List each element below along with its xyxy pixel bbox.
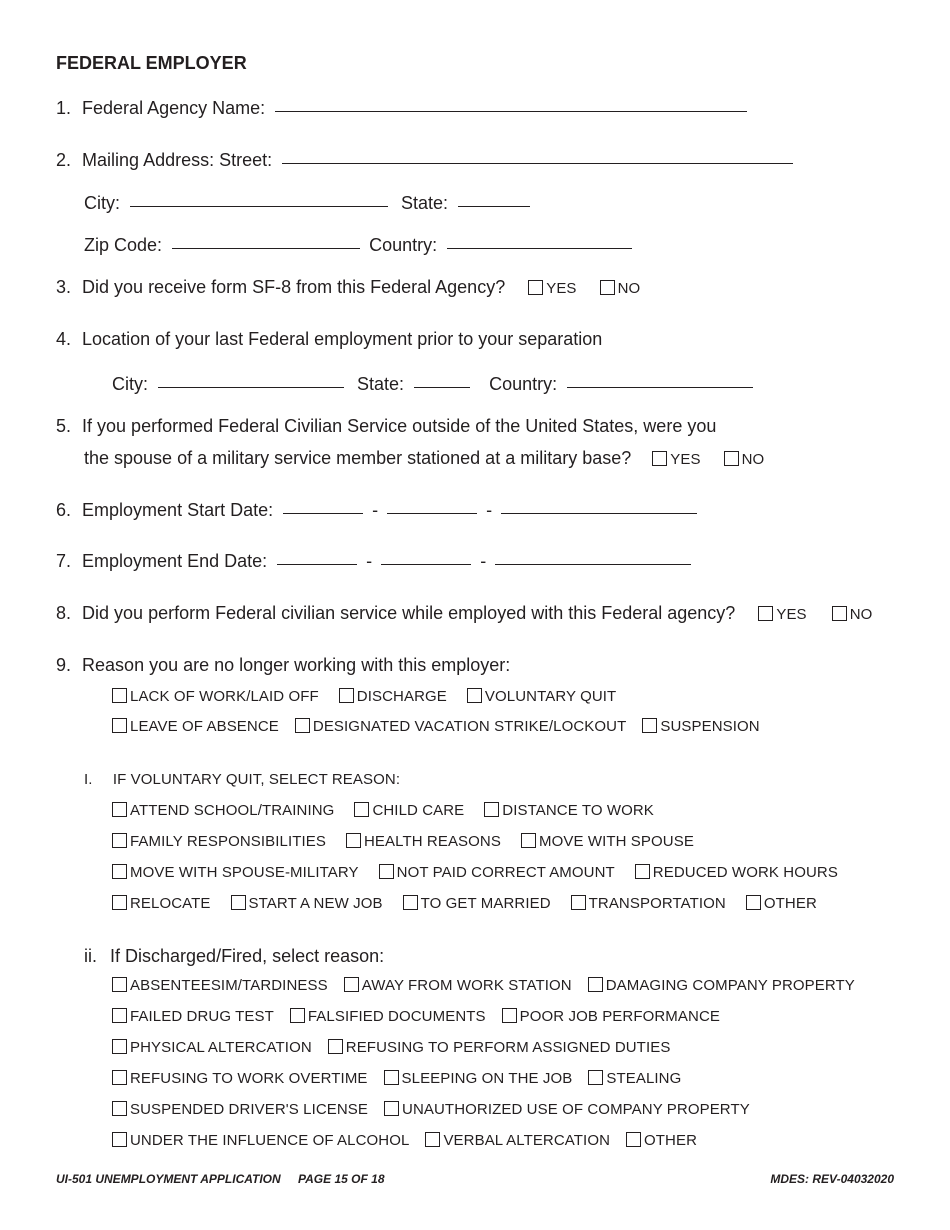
option-label: REFUSING TO PERFORM ASSIGNED DUTIES [345, 1039, 671, 1056]
checkbox[interactable] [346, 833, 361, 848]
option-health-reasons[interactable] [346, 833, 501, 850]
quit-reason-row [112, 864, 838, 881]
agency-name-field[interactable] [275, 111, 747, 112]
option-move-with-spouse[interactable] [521, 833, 694, 850]
option-label: HEALTH REASONS [363, 833, 501, 850]
option-label: SLEEPING ON THE JOB [401, 1070, 573, 1087]
option-family-responsibilities[interactable] [112, 833, 326, 850]
option-label: ABSENTEESIM/TARDINESS [130, 977, 328, 994]
location-state-field[interactable] [414, 387, 470, 388]
option-start-a-new-job[interactable] [231, 895, 383, 912]
option-relocate[interactable] [112, 895, 211, 912]
option-to-get-married[interactable] [403, 895, 551, 912]
zip-country-row [84, 235, 632, 256]
checkbox[interactable] [384, 1101, 399, 1116]
discharge-reason-row [112, 1008, 720, 1025]
state-field[interactable] [458, 206, 530, 207]
country-label: Country: [369, 235, 438, 255]
revision-code: MDES: REV-04032020 [770, 1172, 894, 1186]
separation-reason-label: Reason you are no longer working with this employer: [82, 655, 511, 675]
question-5 [56, 416, 716, 437]
option-label: SUSPENDED DRIVER'S LICENSE [130, 1101, 369, 1118]
option-label: POOR JOB PERFORMANCE [519, 1008, 720, 1025]
checkbox[interactable] [295, 718, 310, 733]
option-label: LACK OF WORK/LAID OFF [130, 688, 319, 705]
checkbox[interactable] [112, 864, 127, 879]
checkbox[interactable] [112, 833, 127, 848]
option-voluntary-quit[interactable] [467, 688, 616, 705]
option-label: FALSIFIED DOCUMENTS [307, 1008, 486, 1025]
country-field[interactable] [447, 248, 632, 249]
street-field[interactable] [282, 163, 793, 164]
end-year-field[interactable] [495, 564, 691, 565]
discharged-heading [84, 946, 384, 967]
country-label: Country: [489, 374, 558, 394]
question-number: 6. [56, 500, 72, 520]
question-number: 9. [56, 655, 72, 675]
checkbox[interactable] [112, 718, 127, 733]
option-label: MOVE WITH SPOUSE-MILITARY [130, 864, 359, 881]
checkbox[interactable] [112, 1039, 127, 1054]
checkbox[interactable] [600, 280, 615, 295]
end-month-field[interactable] [277, 564, 357, 565]
option-other[interactable] [626, 1132, 697, 1149]
quit-reason-row [112, 833, 694, 850]
option-label: ATTEND SCHOOL/TRAINING [130, 802, 335, 819]
question-7 [56, 551, 691, 572]
discharge-reason-row [112, 1101, 750, 1118]
end-day-field[interactable] [381, 564, 471, 565]
checkbox[interactable] [724, 451, 739, 466]
option-label: DESIGNATED VACATION STRIKE/LOCKOUT [312, 718, 627, 735]
option-label: REFUSING TO WORK OVERTIME [130, 1070, 368, 1087]
street-label: Mailing Address: Street: [82, 150, 273, 170]
start-month-field[interactable] [283, 513, 363, 514]
option-suspension[interactable] [642, 718, 759, 735]
option-away-from-work-station[interactable] [344, 977, 572, 994]
checkbox[interactable] [112, 895, 127, 910]
checkbox[interactable] [626, 1132, 641, 1147]
option-refusing-to-perform-assigned-duties[interactable] [328, 1039, 671, 1056]
checkbox[interactable] [528, 280, 543, 295]
checkbox[interactable] [832, 606, 847, 621]
option-absenteesim-tardiness[interactable] [112, 977, 328, 994]
option-under-the-influence-of-alcohol[interactable] [112, 1132, 409, 1149]
checkbox[interactable] [379, 864, 394, 879]
start-year-field[interactable] [501, 513, 697, 514]
option-label: VOLUNTARY QUIT [484, 688, 617, 705]
question-3 [56, 277, 640, 298]
quit-reason-row [112, 895, 817, 912]
checkbox[interactable] [339, 688, 354, 703]
checkbox[interactable] [384, 1070, 399, 1085]
option-failed-drug-test[interactable] [112, 1008, 274, 1025]
zip-field[interactable] [172, 248, 360, 249]
checkbox[interactable] [502, 1008, 517, 1023]
option-other[interactable] [746, 895, 817, 912]
question-number: 7. [56, 551, 72, 571]
location-city-field[interactable] [158, 387, 344, 388]
option-sleeping-on-the-job[interactable] [384, 1070, 573, 1087]
city-label: City: [84, 193, 120, 213]
civilian-no-option[interactable]: NO [832, 606, 873, 623]
reason-row-1 [112, 688, 616, 705]
location-row [112, 374, 753, 395]
sub-number: I. [84, 771, 93, 788]
question-8 [56, 603, 872, 624]
question-number: 2. [56, 150, 72, 170]
date-separator: - [480, 551, 487, 571]
spouse-no-option[interactable]: NO [724, 451, 765, 468]
checkbox[interactable] [231, 895, 246, 910]
quit-reason-row [112, 802, 654, 819]
reason-row-2 [112, 718, 760, 735]
option-label: REDUCED WORK HOURS [652, 864, 838, 881]
option-distance-to-work[interactable] [484, 802, 654, 819]
location-country-field[interactable] [567, 387, 753, 388]
civilian-service-question: Did you perform Federal civilian service while employed with this Federal agency? [82, 603, 736, 623]
discharge-reason-row [112, 977, 855, 994]
checkbox[interactable] [652, 451, 667, 466]
option-label: UNDER THE INFLUENCE OF ALCOHOL [130, 1132, 410, 1149]
date-separator: - [486, 500, 493, 520]
start-date-label: Employment Start Date: [82, 500, 274, 520]
question-2 [56, 150, 793, 171]
option-label: NOT PAID CORRECT AMOUNT [396, 864, 615, 881]
checkbox[interactable] [571, 895, 586, 910]
option-label: FAMILY RESPONSIBILITIES [130, 833, 326, 850]
state-label: State: [401, 193, 449, 213]
zip-label: Zip Code: [84, 235, 163, 255]
option-label: TRANSPORTATION [588, 895, 726, 912]
checkbox[interactable] [112, 1008, 127, 1023]
checkbox[interactable] [112, 1070, 127, 1085]
option-label: OTHER [763, 895, 817, 912]
city-state-row [84, 193, 530, 214]
checkbox[interactable] [746, 895, 761, 910]
question-9 [56, 655, 510, 676]
option-unauthorized-use-of-company-property[interactable] [384, 1101, 750, 1118]
checkbox[interactable] [290, 1008, 305, 1023]
checkbox[interactable] [112, 1132, 127, 1147]
option-label: UNAUTHORIZED USE OF COMPANY PROPERTY [402, 1101, 750, 1118]
civilian-yes-option[interactable]: YES [758, 606, 806, 623]
option-stealing[interactable] [588, 1070, 681, 1087]
option-label: AWAY FROM WORK STATION [361, 977, 572, 994]
checkbox[interactable] [112, 802, 127, 817]
option-damaging-company-property[interactable] [588, 977, 855, 994]
checkbox[interactable] [635, 864, 650, 879]
option-leave-of-absence[interactable] [112, 718, 279, 735]
checkbox[interactable] [467, 688, 482, 703]
page-number: PAGE 15 OF 18 [298, 1172, 385, 1186]
option-transportation[interactable] [571, 895, 726, 912]
option-refusing-to-work-overtime[interactable] [112, 1070, 368, 1087]
checkbox[interactable] [521, 833, 536, 848]
option-label: CHILD CARE [372, 802, 465, 819]
voluntary-quit-label: IF VOLUNTARY QUIT, SELECT REASON: [112, 771, 401, 788]
question-6 [56, 500, 697, 521]
option-poor-job-performance[interactable] [502, 1008, 720, 1025]
location-label: Location of your last Federal employment prior to your separation [82, 329, 603, 349]
option-move-with-spouse-military[interactable] [112, 864, 359, 881]
footer-left [56, 1172, 385, 1186]
checkbox[interactable] [588, 1070, 603, 1085]
checkbox[interactable] [758, 606, 773, 621]
city-field[interactable] [130, 206, 388, 207]
option-label: PHYSICAL ALTERCATION [130, 1039, 312, 1056]
question-5-line2 [84, 448, 764, 469]
option-label: OTHER [644, 1132, 698, 1149]
option-label: STEALING [606, 1070, 682, 1087]
option-label: LEAVE OF ABSENCE [130, 718, 279, 735]
question-number: 4. [56, 329, 72, 349]
checkbox[interactable] [588, 977, 603, 992]
question-1 [56, 98, 747, 119]
question-number: 3. [56, 277, 72, 297]
question-number: 5. [56, 416, 72, 436]
question-number: 1. [56, 98, 72, 118]
form-title: UI-501 UNEMPLOYMENT APPLICATION [56, 1172, 281, 1186]
option-lack-of-work-laid-off[interactable] [112, 688, 319, 705]
sf8-no-option[interactable]: NO [600, 280, 641, 297]
option-label: FAILED DRUG TEST [130, 1008, 274, 1025]
city-label: City: [112, 374, 148, 394]
checkbox[interactable] [403, 895, 418, 910]
checkbox[interactable] [484, 802, 499, 817]
date-separator: - [366, 551, 373, 571]
option-label: TO GET MARRIED [420, 895, 551, 912]
option-label: DISCHARGE [356, 688, 447, 705]
option-label: MOVE WITH SPOUSE [538, 833, 694, 850]
option-reduced-work-hours[interactable] [635, 864, 838, 881]
section-heading: FEDERAL EMPLOYER [56, 53, 247, 73]
question-4 [56, 329, 602, 350]
checkbox[interactable] [425, 1132, 440, 1147]
option-physical-altercation[interactable] [112, 1039, 312, 1056]
option-label: SUSPENSION [660, 718, 760, 735]
option-label: DISTANCE TO WORK [502, 802, 654, 819]
option-label: START A NEW JOB [248, 895, 383, 912]
option-attend-school-training[interactable] [112, 802, 334, 819]
sf8-question: Did you receive form SF-8 from this Federal Agency? [82, 277, 506, 297]
spouse-yes-option[interactable]: YES [652, 451, 700, 468]
option-label: VERBAL ALTERCATION [443, 1132, 611, 1149]
option-not-paid-correct-amount[interactable] [379, 864, 615, 881]
discharge-reason-row [112, 1039, 670, 1056]
sf8-yes-option[interactable]: YES [528, 280, 576, 297]
voluntary-quit-heading [84, 771, 400, 788]
option-label: DAMAGING COMPANY PROPERTY [605, 977, 855, 994]
civilian-service-line1: If you performed Federal Civilian Service outside of the United States, were you [82, 416, 717, 436]
checkbox[interactable] [328, 1039, 343, 1054]
option-discharge[interactable] [339, 688, 447, 705]
civilian-service-line2: the spouse of a military service member stationed at a military base? [84, 448, 632, 468]
end-date-label: Employment End Date: [82, 551, 268, 571]
checkbox[interactable] [112, 1101, 127, 1116]
discharge-reason-row [112, 1070, 681, 1087]
option-verbal-altercation[interactable] [425, 1132, 610, 1149]
discharge-reason-row [112, 1132, 697, 1149]
option-label: RELOCATE [130, 895, 211, 912]
state-label: State: [357, 374, 405, 394]
checkbox[interactable] [344, 977, 359, 992]
option-falsified-documents[interactable] [290, 1008, 486, 1025]
agency-name-label: Federal Agency Name: [82, 98, 266, 118]
checkbox[interactable] [112, 688, 127, 703]
checkbox[interactable] [354, 802, 369, 817]
date-separator: - [372, 500, 379, 520]
checkbox[interactable] [642, 718, 657, 733]
option-designated-vacation-strike-lockout[interactable] [295, 718, 626, 735]
checkbox[interactable] [112, 977, 127, 992]
start-day-field[interactable] [387, 513, 477, 514]
sub-number: ii. [84, 946, 97, 966]
option-child-care[interactable] [354, 802, 464, 819]
question-number: 8. [56, 603, 72, 623]
discharged-label: If Discharged/Fired, select reason: [110, 946, 385, 966]
option-suspended-driver-s-license[interactable] [112, 1101, 368, 1118]
